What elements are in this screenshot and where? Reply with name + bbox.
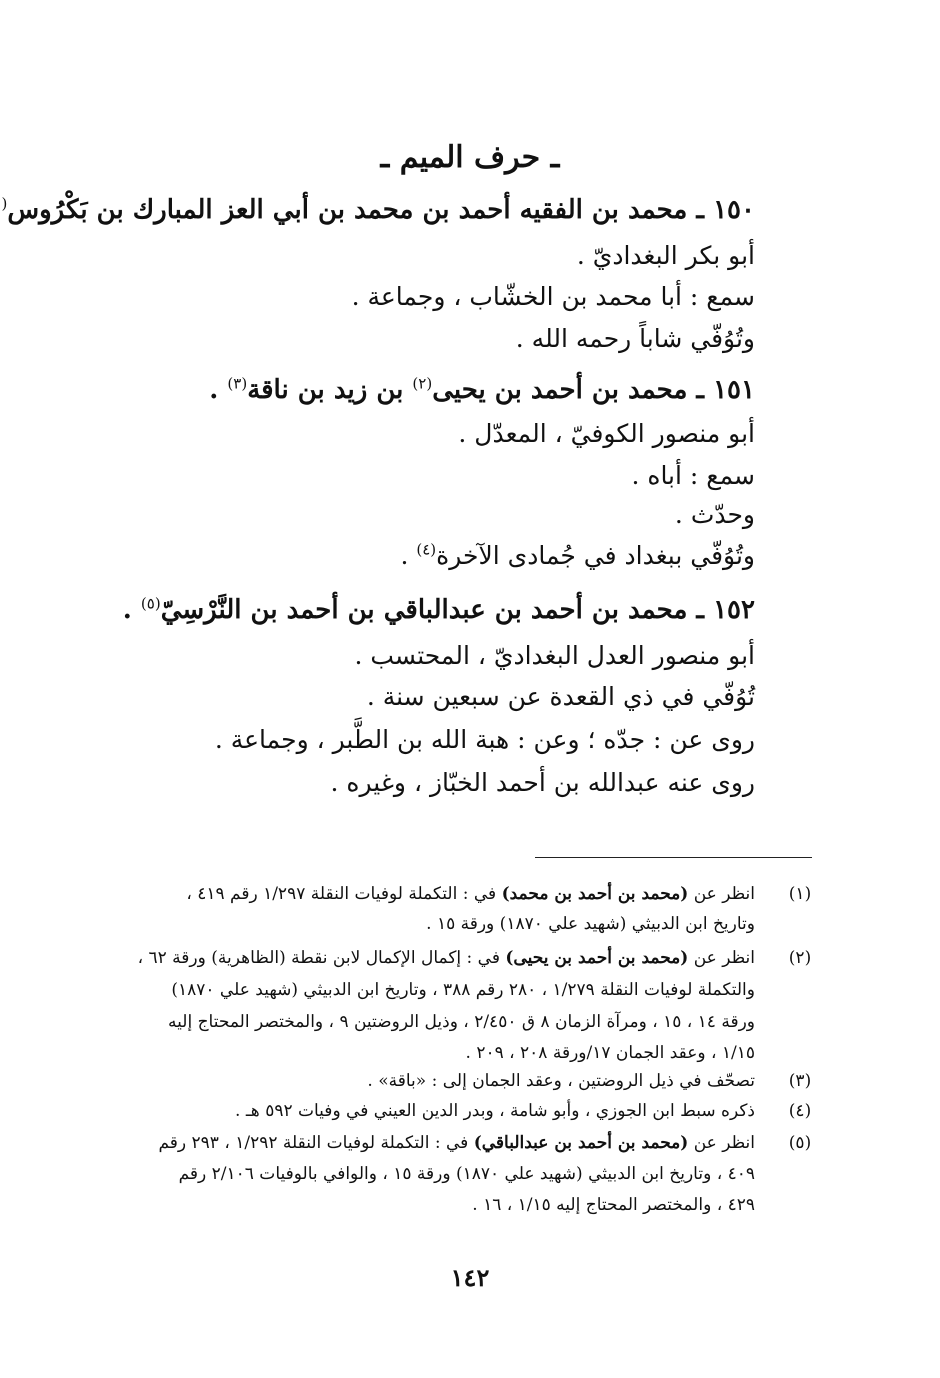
footnote-text: انظر عن [688, 1133, 755, 1153]
entry-line: أبو منصور العدل البغداديّ ، المحتسب . [354, 641, 755, 670]
footnote-number: (٤) [788, 1101, 812, 1121]
footnote-ref[interactable]: (٥) [140, 594, 161, 613]
entry-line: سمع : أباه . [631, 461, 755, 490]
footnote-line: ذكره سبط ابن الجوزي ، وأبو شامة ، وبدر الدين العيني في وفيات ٥٩٢ هـ . [235, 1101, 755, 1121]
footnote-text: انظر عن [688, 948, 755, 968]
chapter-heading: ـ حرف الميم ـ [380, 140, 560, 175]
footnote-ref[interactable]: ( [1, 194, 8, 213]
entry-title-text: ـ محمد بن أحمد بن عبدالباقي بن أحمد بن النَّرْسِيّ [160, 595, 714, 625]
footnote-bold-text: (محمد بن أحمد بن عبدالباقي) [473, 1133, 689, 1153]
footnote-line [82, 879, 755, 909]
footnote-line: تصحّف في ذيل الروضتين ، وعقد الجمان إلى : «باقة» . [367, 1071, 755, 1091]
footnote-line: وتاريخ ابن الدبيثي (شهيد علي ١٨٧٠) ورقة ١٥ . [426, 914, 755, 934]
footnote-text: في : التكملة لوفيات النقلة ١/٢٩٧ رقم ٤١٩ ، [186, 884, 502, 904]
entry-line: أبو بكر البغداديّ . [576, 241, 755, 270]
entry-line: روى عنه عبدالله بن أحمد الخبّاز ، وغيره . [330, 768, 755, 797]
entry-line: روى عن : جدّه ؛ وعن : هبة الله بن الطَّبر ، وجماعة . [214, 725, 755, 754]
footnote-bold-text: (محمد بن أحمد بن يحيى) [505, 948, 689, 968]
footnote-line: والتكملة لوفيات النقلة ١/٢٧٩ ، ٢٨٠ رقم ٣٨٨ ، وتاريخ ابن الدبيثي (شهيد علي ١٨٧٠) [171, 980, 755, 1000]
entry-line-text: وتُوُفّي ببغداد في جُمادى الآخرة [436, 541, 755, 570]
footnote-ref[interactable]: (٢) [412, 374, 433, 393]
entry-title-end: . [122, 595, 141, 625]
entry-title-text: بن زيد بن ناقة [247, 375, 413, 405]
footnote-number: (١) [788, 884, 812, 904]
footnote-number: (٣) [788, 1071, 812, 1091]
footnote-line: ١/١٥ ، وعقد الجمان ١٧/ورقة ٢٠٨ ، ٢٠٩ . [465, 1043, 755, 1063]
footnote-text: في : إكمال الإكمال لابن نقطة (الظاهرية) ورقة ٦٢ ، [137, 948, 506, 968]
footnote-line: ٤٢٩ ، والمختصر المحتاج إليه ١/١٥ ، ١٦ . [472, 1195, 755, 1215]
entry-line: تُوُفّي في ذي القعدة عن سبعين سنة . [366, 682, 755, 711]
footnote-text: في : التكملة لوفيات النقلة ١/٢٩٢ ، ٢٩٣ رقم [158, 1133, 474, 1153]
footnote-text: انظر عن [688, 884, 755, 904]
entry-line: أبو منصور الكوفيّ ، المعدّل . [458, 419, 755, 448]
entry-line [100, 538, 755, 574]
footnote-line: ورقة ١٤ ، ١٥ ، ومرآة الزمان ٨ ق ٢/٤٥٠ ، وذيل الروضتين ٩ ، والمختصر المحتاج إليه [168, 1012, 755, 1032]
entry-line: سمع : أبا محمد بن الخشّاب ، وجماعة . [351, 282, 755, 311]
entry-title-text: ـ محمد بن أحمد بن يحيى [432, 375, 714, 405]
entry-number: ١٥٠ [713, 195, 755, 225]
entry-line: وتُوُفّي شاباً رحمه الله . [515, 324, 755, 353]
entry-number: ١٥٢ [713, 595, 755, 625]
footnote-line [82, 1128, 755, 1158]
entry-title-end: . [209, 375, 228, 405]
entry-title [100, 372, 755, 408]
footnote-number: (٢) [788, 948, 812, 968]
entry-number: ١٥١ [713, 375, 755, 405]
footnote-line: ٤٠٩ ، وتاريخ ابن الدبيثي (شهيد علي ١٨٧٠) ورقة ١٥ ، والوافي بالوفيات ٢/١٠٦ رقم [178, 1164, 755, 1184]
entry-line-end: . [400, 541, 417, 570]
page-number: ١٤٢ [450, 1263, 490, 1292]
footnote-separator [535, 857, 812, 858]
entry-title [100, 592, 755, 628]
footnote-ref[interactable]: (٤) [416, 540, 437, 559]
footnote-line [82, 943, 755, 973]
footnote-ref[interactable]: (٣) [227, 374, 248, 393]
footnote-bold-text: (محمد بن أحمد بن محمد) [501, 884, 689, 904]
footnote-number: (٥) [788, 1133, 812, 1153]
entry-line: وحدّث . [674, 500, 755, 529]
entry-title [1, 192, 755, 228]
entry-title-text: ـ محمد بن الفقيه أحمد بن محمد بن أبي العز المبارك بن بَكْرُوس [7, 195, 714, 225]
